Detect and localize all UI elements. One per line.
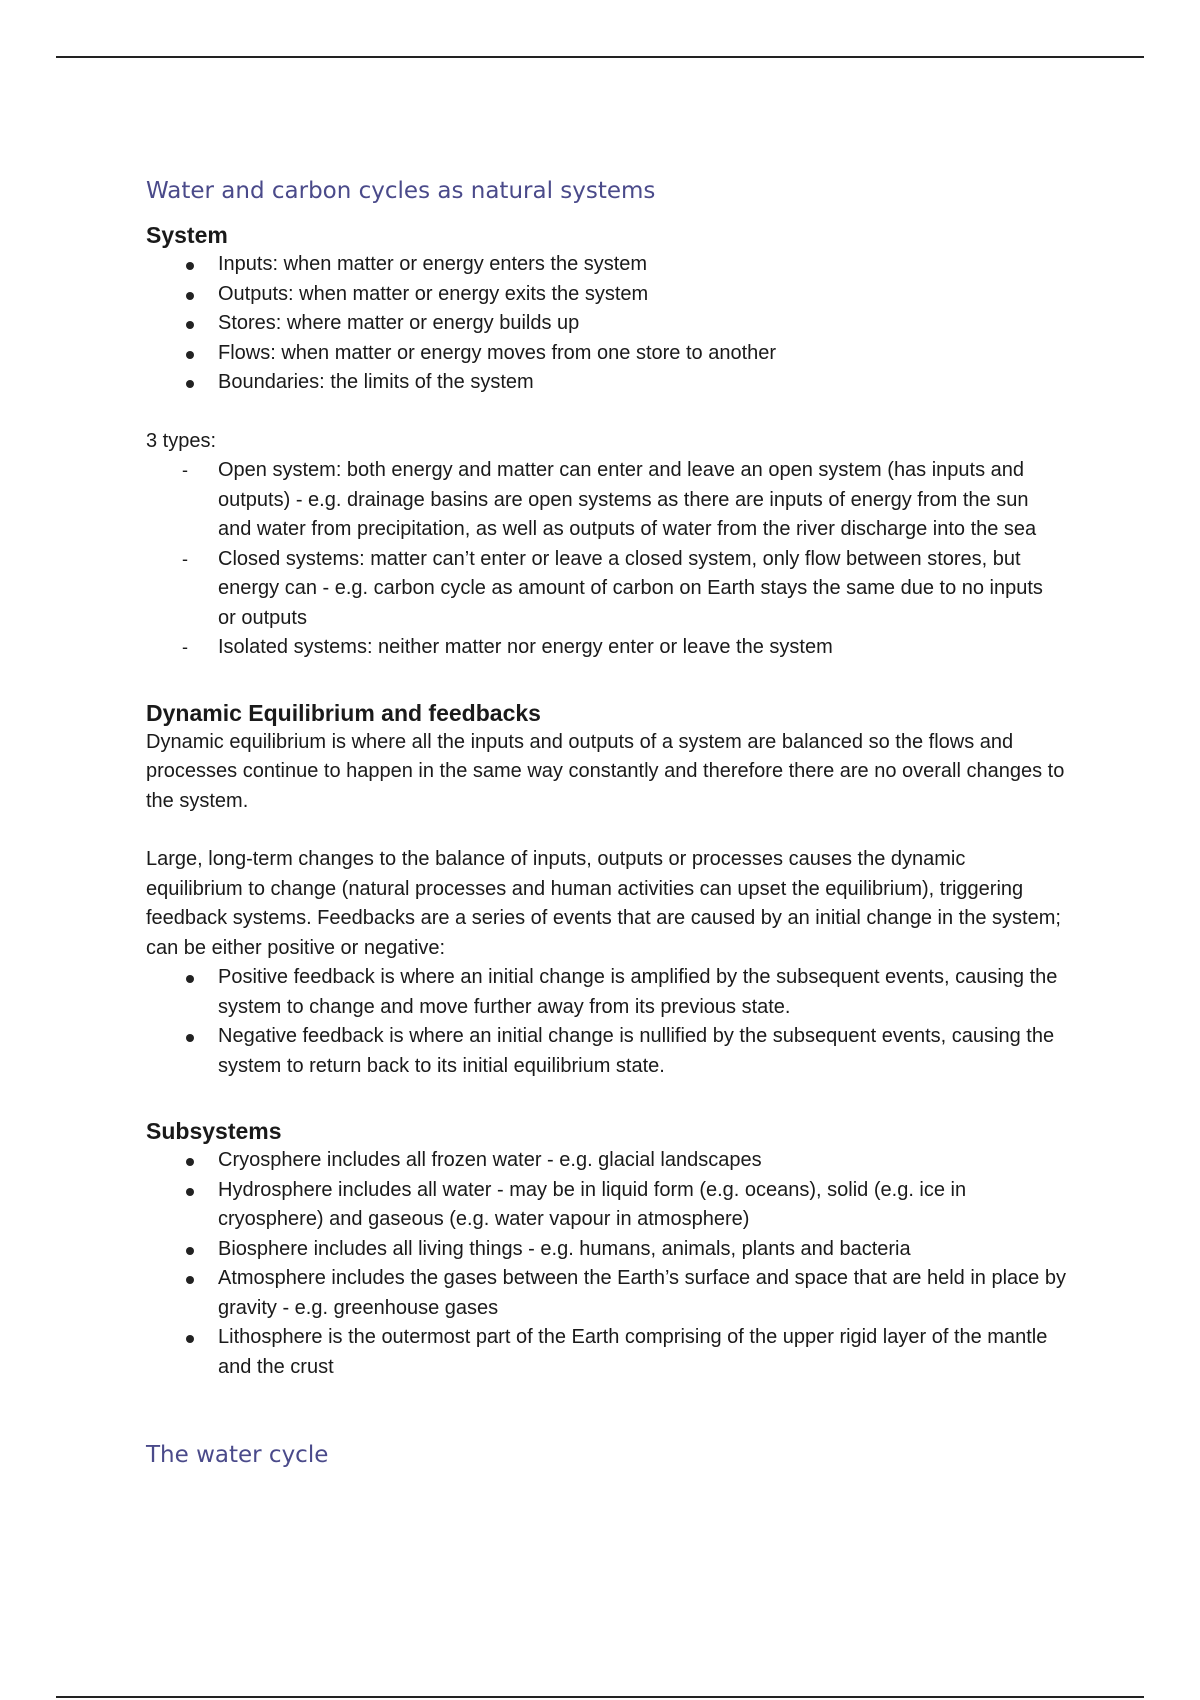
- list-item: Negative feedback is where an initial change is nullified by the subsequent events, causing the system to return back to its initial equilibrium state.: [146, 1022, 1066, 1081]
- bullet-icon: [186, 1335, 194, 1343]
- list-item: - Isolated systems: neither matter nor energy enter or leave the system: [146, 633, 1066, 663]
- list-item: Biosphere includes all living things - e.g. humans, animals, plants and bacteria: [146, 1235, 1066, 1265]
- next-section-title: The water cycle: [146, 1442, 329, 1468]
- equilibrium-para-1: Dynamic equilibrium is where all the inputs and outputs of a system are balanced so the flows and processes continue to happen in the same way constantly and therefore there are no overall changes to the system.: [146, 730, 1065, 812]
- list-item: - Open system: both energy and matter can enter and leave an open system (has inputs and outputs) - e.g. drainage basins are open systems as there are inputs of energy from the sun and water from precipitation, as well as outputs of water from the river discharge into the sea: [146, 456, 1066, 545]
- list-item: Positive feedback is where an initial change is amplified by the subsequent events, causing the system to change and move further away from its previous state.: [146, 963, 1066, 1022]
- bullet-icon: [186, 975, 194, 983]
- equilibrium-para-2: Large, long-term changes to the balance of inputs, outputs or processes causes the dynamic equilibrium to change (natural processes and human activities can upset the equilibrium), triggering feedback systems. Feedbacks are a series of events that are caused by an initial change in the system; can be either positive or negative:: [146, 848, 1061, 959]
- list-item: Atmosphere includes the gases between the Earth’s surface and space that are held in place by gravity - e.g. greenhouse gases: [146, 1264, 1066, 1323]
- list-item: Outputs: when matter or energy exits the system: [146, 280, 1066, 310]
- bullet-icon: [186, 1158, 194, 1166]
- list-item: Hydrosphere includes all water - may be in liquid form (e.g. oceans), solid (e.g. ice in cryosphere) and gaseous (e.g. water vapour in atmosphere): [146, 1176, 1066, 1235]
- subsystems-heading: Subsystems: [146, 1118, 282, 1144]
- bullet-icon: [186, 380, 194, 388]
- bullet-icon: [186, 1034, 194, 1042]
- section-title: Water and carbon cycles as natural systems: [146, 178, 656, 204]
- system-list: [146, 250, 1066, 398]
- types-list: [146, 456, 1066, 663]
- equilibrium-heading: Dynamic Equilibrium and feedbacks: [146, 699, 541, 726]
- list-item: Cryosphere includes all frozen water - e.g. glacial landscapes: [146, 1146, 1066, 1176]
- list-item: Stores: where matter or energy builds up: [146, 309, 1066, 339]
- list-item: Inputs: when matter or energy enters the system: [146, 250, 1066, 280]
- bullet-icon: [186, 292, 194, 300]
- top-rule: [56, 56, 1144, 58]
- list-item: - Closed systems: matter can’t enter or leave a closed system, only flow between stores, but energy can - e.g. carbon cycle as amount of carbon on Earth stays the same due to no inputs or outputs: [146, 545, 1066, 634]
- document-body: [146, 178, 1066, 1484]
- list-item: Boundaries: the limits of the system: [146, 368, 1066, 398]
- subsystems-list: [146, 1146, 1066, 1382]
- dash-icon: -: [182, 460, 188, 480]
- bullet-icon: [186, 321, 194, 329]
- bullet-icon: [186, 1247, 194, 1255]
- bullet-icon: [186, 351, 194, 359]
- dash-icon: -: [182, 548, 188, 569]
- dash-icon: -: [182, 637, 188, 657]
- bullet-icon: [186, 1188, 194, 1196]
- system-heading: System: [146, 222, 228, 248]
- bullet-icon: [186, 1276, 194, 1284]
- list-item: Flows: when matter or energy moves from one store to another: [146, 339, 1066, 369]
- list-item: Lithosphere is the outermost part of the Earth comprising of the upper rigid layer of the mantle and the crust: [146, 1323, 1066, 1382]
- bullet-icon: [186, 262, 194, 270]
- types-intro: 3 types:: [146, 429, 217, 452]
- feedback-list: [146, 963, 1066, 1081]
- bottom-rule: [56, 1696, 1144, 1698]
